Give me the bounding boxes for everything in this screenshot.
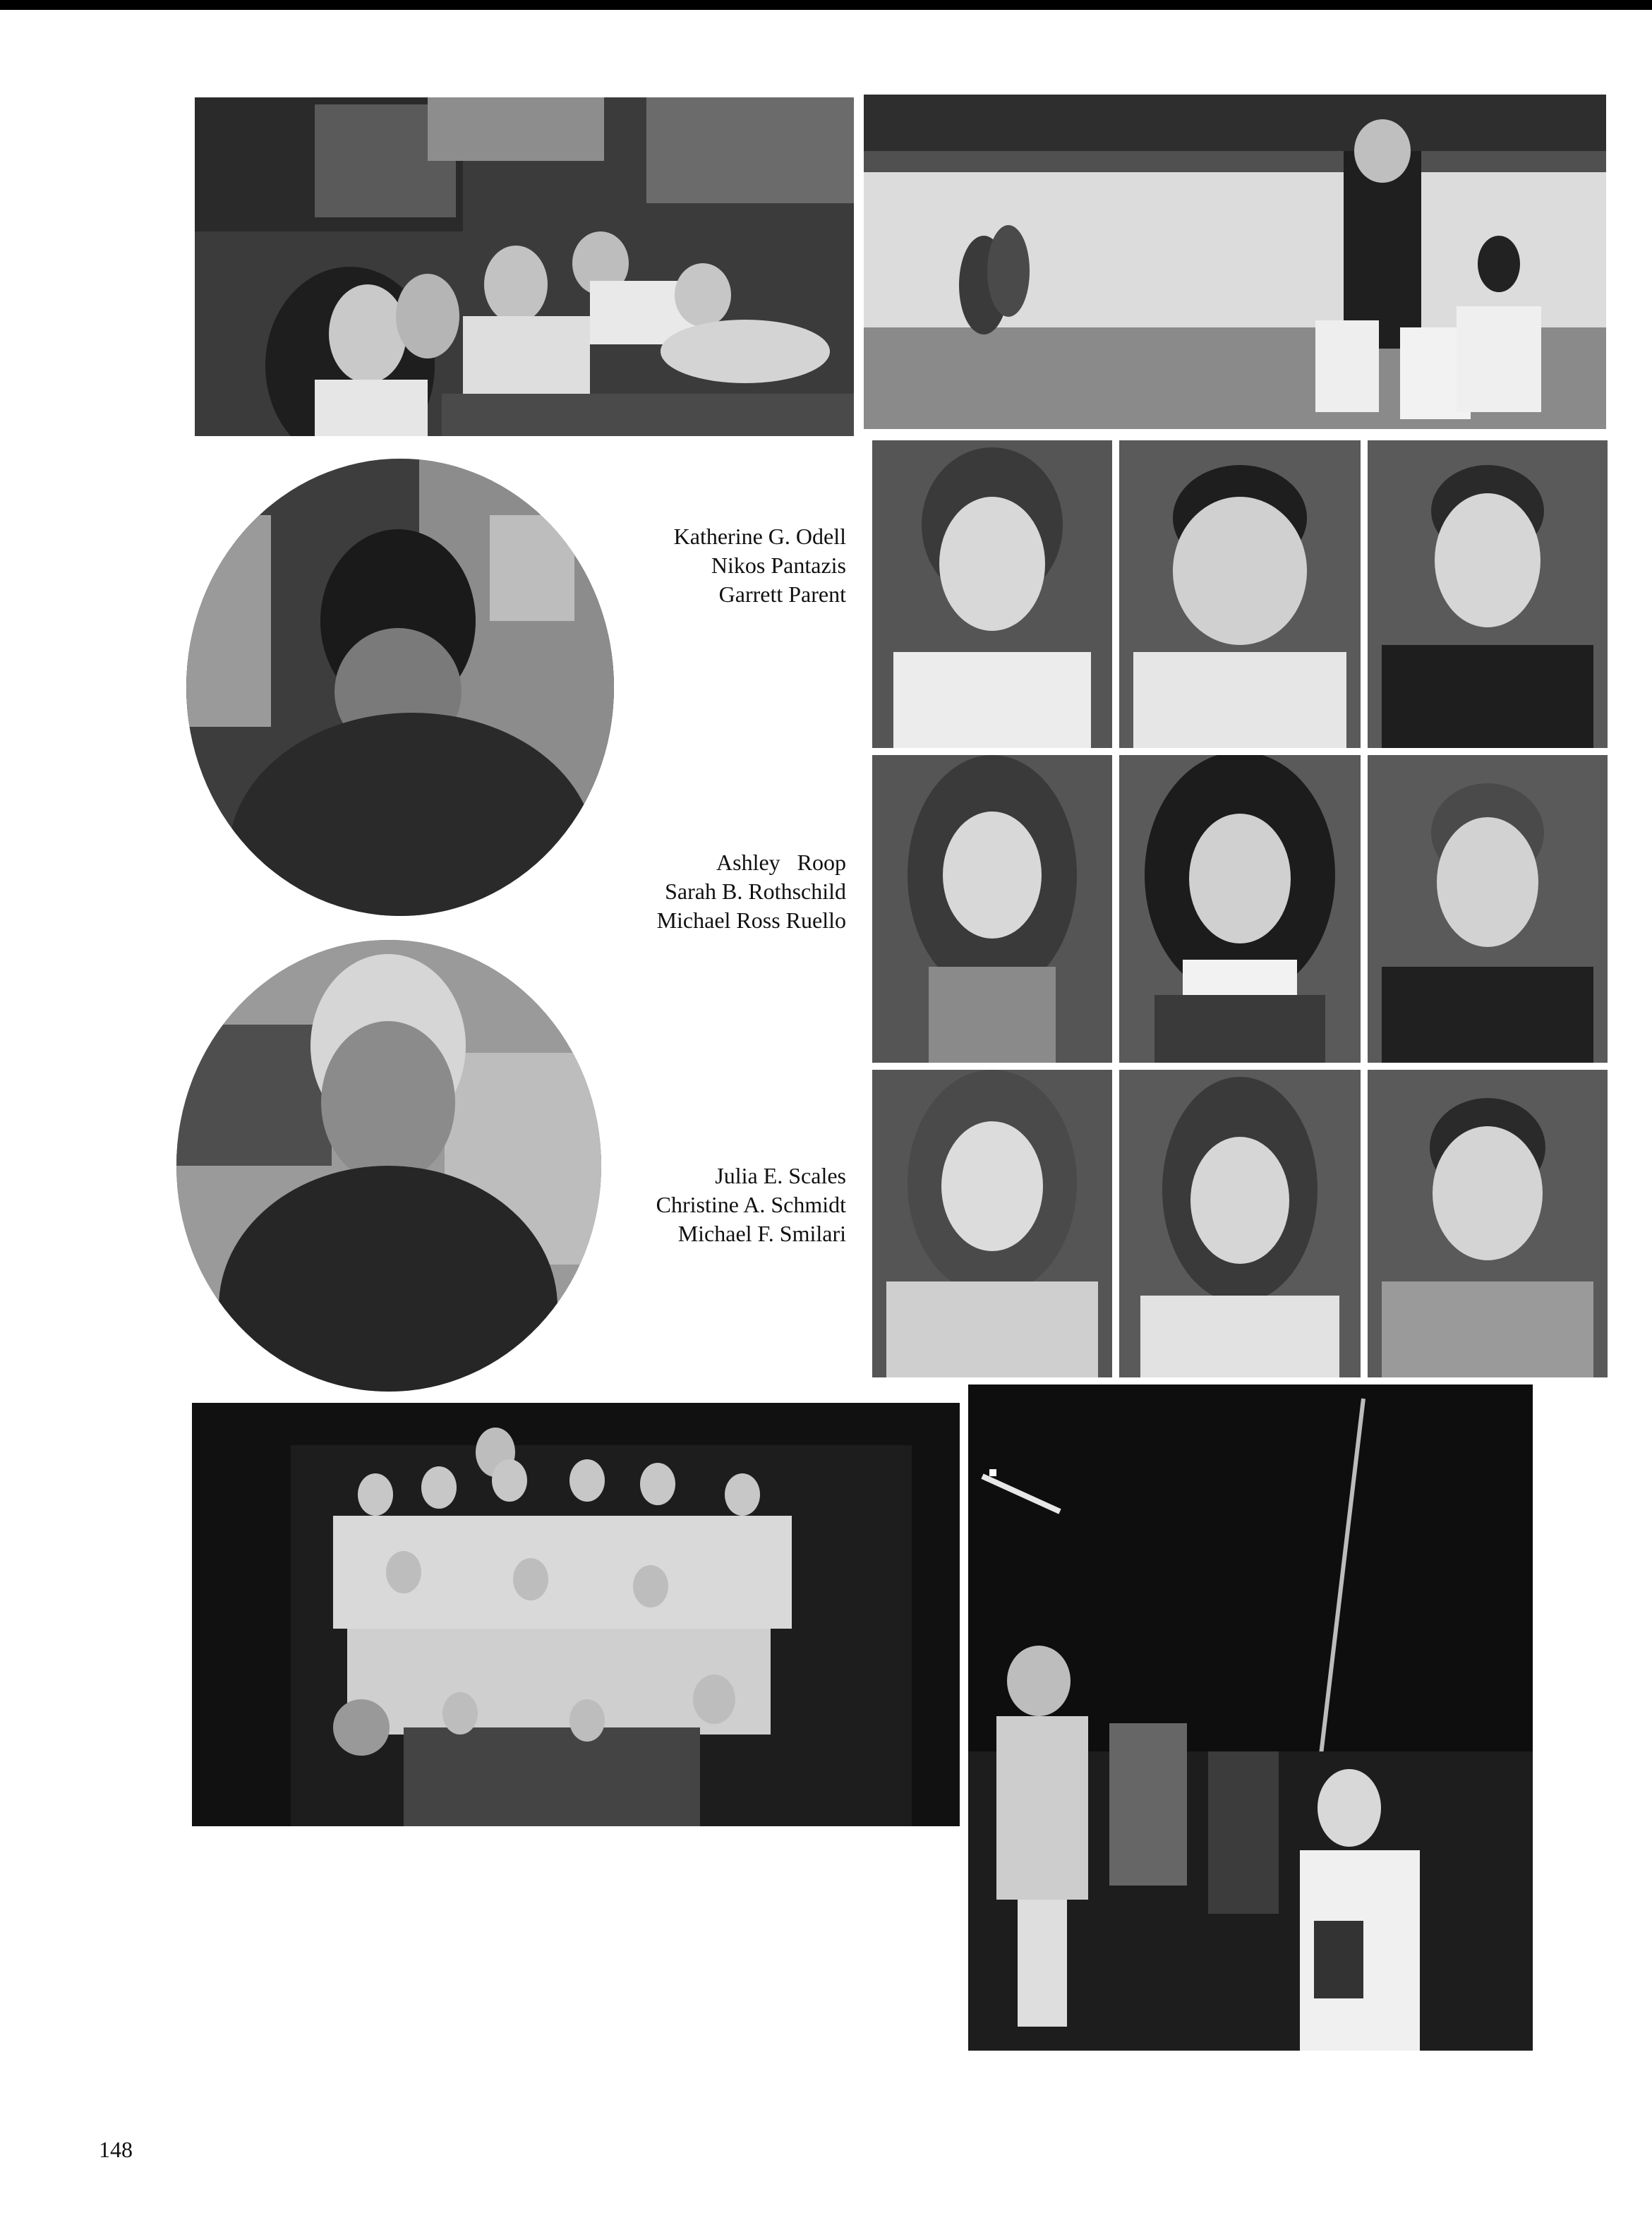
portrait-christine-schmidt (1119, 1070, 1361, 1377)
name-group-1 (674, 522, 846, 609)
page-number: 148 (99, 2137, 133, 2162)
portrait-nikos-pantazis (1119, 440, 1361, 748)
student-name: Christine A. Schmidt (656, 1192, 846, 1217)
student-name: Katherine G. Odell (673, 524, 846, 549)
student-name: Michael F. Smilari (677, 1221, 846, 1246)
portrait-garrett-parent (1368, 440, 1608, 748)
photo-outdoor-field (864, 95, 1606, 429)
name-group-2 (657, 848, 846, 935)
portrait-julia-scales (872, 1070, 1112, 1377)
student-name: Nikos Pantazis (711, 553, 846, 578)
portrait-ashley-roop (872, 755, 1112, 1063)
student-name: Julia E. Scales (715, 1163, 846, 1188)
photo-gym-boy-with-pole (968, 1385, 1533, 2051)
portrait-katherine-odell (872, 440, 1112, 748)
photo-classroom-students (195, 97, 854, 436)
name-group-3 (656, 1162, 846, 1248)
portrait-michael-smilari (1368, 1070, 1608, 1377)
portrait-michael-ruello (1368, 755, 1608, 1063)
portrait-sarah-rothschild (1119, 755, 1361, 1063)
student-name: Garrett Parent (718, 581, 846, 607)
student-name: Sarah B. Rothschild (665, 879, 846, 904)
student-name: Michael Ross Ruello (656, 907, 846, 933)
photo-oval-girl-candid (176, 940, 601, 1392)
photo-cheer-group (192, 1403, 960, 1826)
photo-oval-boy-candid (186, 459, 614, 916)
top-border-rule (0, 0, 1652, 10)
student-name: Ashley Roop (716, 850, 846, 875)
